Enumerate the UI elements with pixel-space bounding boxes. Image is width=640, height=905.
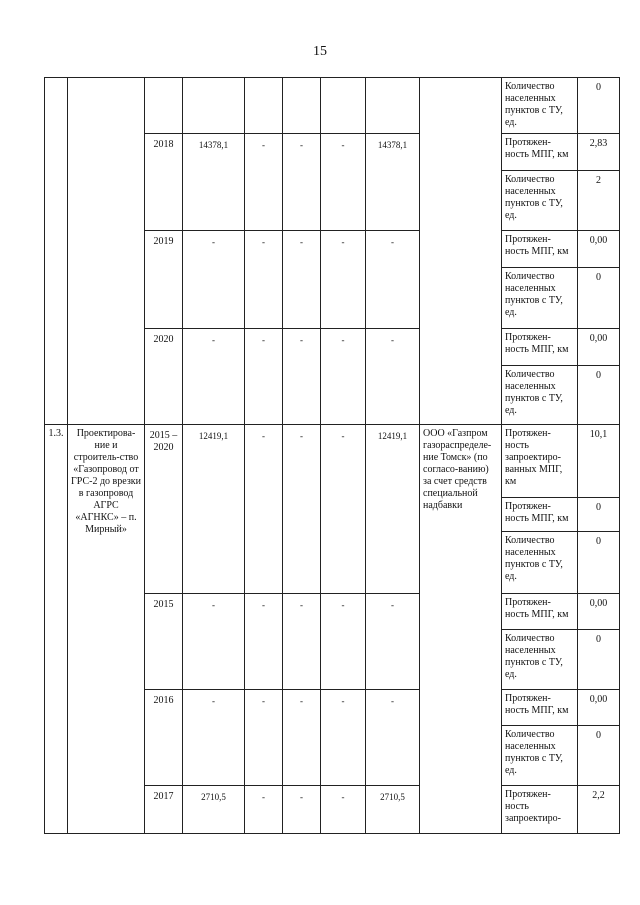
item-number: 1.3. <box>45 425 68 834</box>
total-cell: 12419,1 <box>183 425 245 594</box>
indicator-label: Протяжен-ность запроектиро- <box>502 786 578 834</box>
indicator-value: 0 <box>578 532 620 594</box>
indicator-value: 0 <box>578 268 620 329</box>
indicator-label: Количество населенных пунктов с ТУ, ед. <box>502 78 578 134</box>
table-row: 2015 - - - - - Протяжен-ность МПГ, км 0,00 <box>45 594 620 630</box>
indicator-value: 0 <box>578 366 620 425</box>
indicator-label: Количество населенных пунктов с ТУ, ед. <box>502 630 578 690</box>
indicator-label: Протяжен-ность запроектиро-ванных МПГ, км <box>502 425 578 498</box>
indicator-label: Протяжен-ность МПГ, км <box>502 134 578 171</box>
total-cell: 14378,1 <box>183 134 245 231</box>
indicator-label: Количество населенных пунктов с ТУ, ед. <box>502 532 578 594</box>
table-row: 2019 - - - - - Протяжен-ность МПГ, км 0,00 <box>45 231 620 268</box>
year-cell: 2019 <box>145 231 183 329</box>
indicator-label: Протяжен-ность МПГ, км <box>502 329 578 366</box>
indicator-value: 0,00 <box>578 231 620 268</box>
indicator-label: Протяжен-ность МПГ, км <box>502 594 578 630</box>
year-cell: 2015 <box>145 594 183 690</box>
indicator-value: 0 <box>578 726 620 786</box>
indicator-label: Количество населенных пунктов с ТУ, ед. <box>502 726 578 786</box>
indicator-value: 2,2 <box>578 786 620 834</box>
table-row: 2018 14378,1 - - - 14378,1 Протяжен-ность МПГ, км 2,83 <box>45 134 620 171</box>
table-row: 2020 - - - - - Протяжен-ность МПГ, км 0,00 <box>45 329 620 366</box>
indicator-value: 10,1 <box>578 425 620 498</box>
year-cell: 2017 <box>145 786 183 834</box>
table-row: 2017 2710,5 - - - 2710,5 Протяжен-ность запроектиро- 2,2 <box>45 786 620 834</box>
year-cell: 2018 <box>145 134 183 231</box>
page-number: 15 <box>313 44 327 59</box>
cell-executor <box>420 78 502 425</box>
indicator-value: 2,83 <box>578 134 620 171</box>
total-cell: 2710,5 <box>183 786 245 834</box>
indicator-value: 0,00 <box>578 690 620 726</box>
table-row <box>45 78 620 134</box>
item-name: Проектирова-ние и строитель-ство «Газопровод от ГРС-2 до врезки в газопровод АГРС «АГНКС» – п. Мирный» <box>68 425 145 834</box>
year-cell: 2020 <box>145 329 183 425</box>
table-row: 1.3. Проектирова-ние и строитель-ство «Газопровод от ГРС-2 до врезки в газопровод АГРС «АГНКС» – п. Мирный» 2015 – 2020 12419,1 - - - 12419,1 ООО «Газпром газораспределе-ние Томск» (по согласо-ванию) за счет средств специальной надбавки Протяжен-ность запроектиро-ванных МПГ, км 10,1 <box>45 425 620 498</box>
indicator-value: 0,00 <box>578 329 620 366</box>
indicator-value: 0 <box>578 78 620 134</box>
indicator-value: 0 <box>578 630 620 690</box>
executor-cell: ООО «Газпром газораспределе-ние Томск» (по согласо-ванию) за счет средств специальной надбавки <box>420 425 502 834</box>
indicator-label: Протяжен-ность МПГ, км <box>502 231 578 268</box>
indicator-value: 0 <box>578 498 620 532</box>
indicator-value: 0,00 <box>578 594 620 630</box>
table-row: 2016 - - - - - Протяжен-ность МПГ, км 0,00 <box>45 690 620 726</box>
period-cell: 2015 – 2020 <box>145 425 183 594</box>
indicator-label: Протяжен-ность МПГ, км <box>502 498 578 532</box>
cell-num <box>45 78 68 425</box>
indicator-label: Протяжен-ность МПГ, км <box>502 690 578 726</box>
indicator-label: Количество населенных пунктов с ТУ, ед. <box>502 268 578 329</box>
cell-name <box>68 78 145 425</box>
indicator-label: Количество населенных пунктов с ТУ, ед. <box>502 171 578 231</box>
indicator-value: 2 <box>578 171 620 231</box>
year-cell: 2016 <box>145 690 183 786</box>
indicator-label: Количество населенных пунктов с ТУ, ед. <box>502 366 578 425</box>
program-table <box>44 77 620 834</box>
